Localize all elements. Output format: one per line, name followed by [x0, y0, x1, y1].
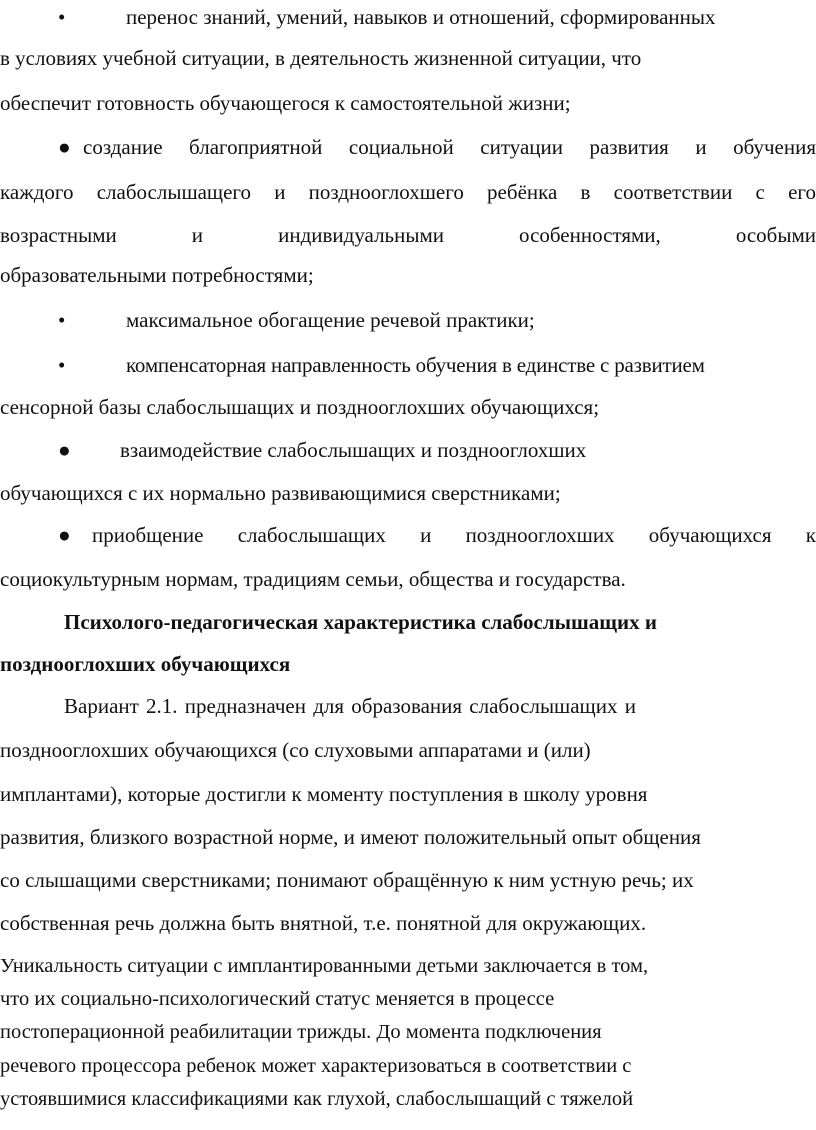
- text-line: собственная речь должна быть внятной, т.е. понятной для окружающих.: [0, 911, 647, 935]
- text-line: имплантами), которые достигли к моменту поступления в школу уровня: [0, 782, 648, 806]
- text-line: со слышащими сверстниками; понимают обращённую к ним устную речь; их: [0, 868, 694, 892]
- text-line: обучающихся с их нормально развивающимися сверстниками;: [0, 481, 561, 505]
- section-heading: позднооглохших обучающихся: [0, 652, 291, 676]
- text-line: Вариант 2.1. предназначен для образования слабослышащих и: [64, 694, 636, 718]
- text-line: создание благоприятной социальной ситуации развития и обучения: [83, 135, 816, 159]
- bullet-icon: ●: [58, 523, 71, 547]
- text-line: сенсорной базы слабослышащих и позднооглохших обучающихся;: [0, 395, 600, 419]
- bullet-icon: •: [58, 353, 66, 377]
- text-line: что их социально-психологический статус меняется в процессе: [0, 988, 555, 1010]
- bullet-icon: •: [58, 308, 66, 332]
- text-line: позднооглохших обучающихся (со слуховыми аппаратами и (или): [0, 738, 591, 762]
- bullet-icon: ●: [58, 135, 71, 159]
- text-line: социокультурным нормам, традициям семьи, общества и государства.: [0, 567, 626, 591]
- text-line: обеспечит готовность обучающегося к самостоятельной жизни;: [0, 91, 571, 115]
- text-line: приобщение слабослышащих и позднооглохших обучающихся к: [92, 523, 816, 547]
- bullet-icon: •: [58, 5, 66, 29]
- text-line: взаимодействие слабослышащих и позднооглохших: [120, 438, 587, 462]
- text-line: развития, близкого возрастной норме, и имеют положительный опыт общения: [0, 825, 701, 849]
- text-line: перенос знаний, умений, навыков и отношений, сформированных: [126, 5, 716, 29]
- bullet-icon: ●: [58, 438, 71, 462]
- text-line: Уникальность ситуации с имплантированными детьми заключается в том,: [0, 955, 649, 977]
- text-line: устоявшимися классификациями как глухой, слабослышащий с тяжелой: [0, 1088, 634, 1110]
- text-line: возрастными и индивидуальными особенностями, особыми: [0, 223, 816, 247]
- section-heading: Психолого-педагогическая характеристика слабослышащих и: [64, 610, 657, 634]
- text-line: в условиях учебной ситуации, в деятельность жизненной ситуации, что: [0, 46, 642, 70]
- text-line: образовательными потребностями;: [0, 263, 314, 287]
- text-line: максимальное обогащение речевой практики;: [126, 308, 535, 332]
- text-line: компенсаторная направленность обучения в единстве с развитием: [126, 353, 705, 377]
- text-line: каждого слабослышащего и позднооглохшего ребёнка в соответствии с его: [0, 180, 816, 204]
- text-line: постоперационной реабилитации трижды. До момента подключения: [0, 1021, 602, 1043]
- text-line: речевого процессора ребенок может характеризоваться в соответствии с: [0, 1055, 632, 1077]
